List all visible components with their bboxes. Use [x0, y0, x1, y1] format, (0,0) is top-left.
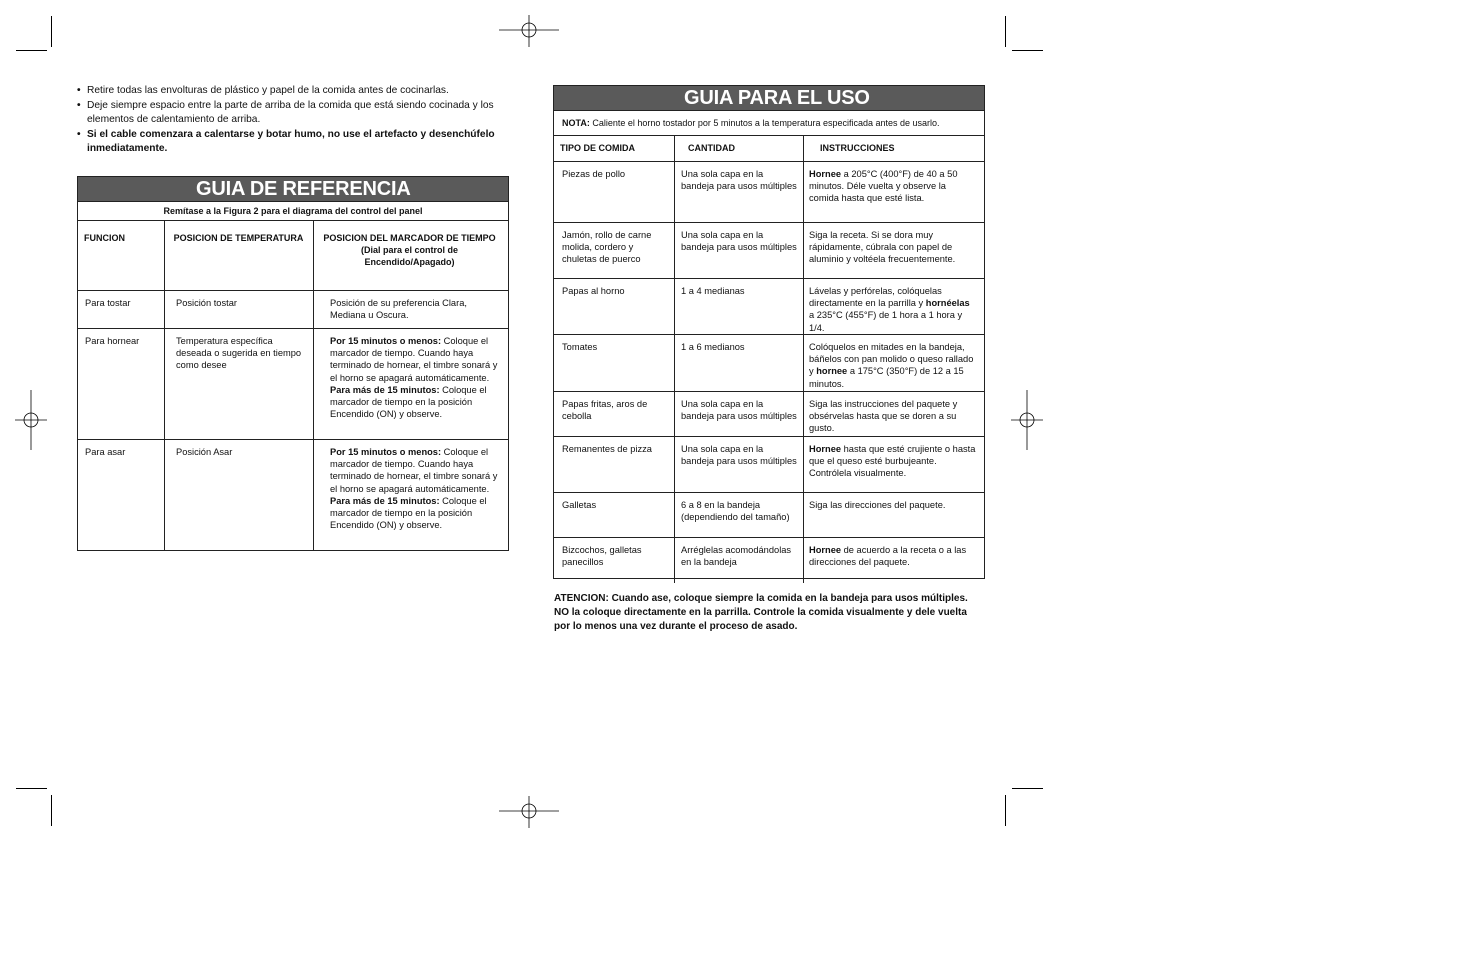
table-row	[554, 335, 984, 392]
reference-guide-title: GUIA DE REFERENCIA	[78, 177, 508, 201]
table-row	[78, 329, 508, 440]
header-temperatura: POSICION DE TEMPERATURA	[173, 233, 304, 243]
registration-mark-icon	[1011, 390, 1043, 450]
cell-instrucciones: Siga las instrucciones del paquete y obsérvelas hasta que se doren a su gusto.	[809, 399, 958, 434]
registration-mark-icon	[499, 15, 559, 47]
bullet-item: • Si el cable comenzara a calentarse y botar humo, no use el artefacto y desenchúfelo inmediatamente.	[77, 128, 507, 156]
table-row	[78, 440, 508, 550]
header-tipo: TIPO DE COMIDA	[560, 143, 636, 153]
cell-cantidad: 1 a 4 medianas	[681, 286, 745, 296]
cell-instrucciones: Hornee hasta que esté crujiente o hasta que el queso esté burbujeante. Contrólela visualmente.	[809, 444, 976, 479]
cell-tipo: Papas al horno	[562, 286, 625, 296]
registration-mark-icon	[499, 796, 559, 828]
cell-cantidad: 1 a 6 medianos	[681, 342, 745, 352]
header-cantidad: CANTIDAD	[688, 143, 735, 153]
table-row	[554, 538, 984, 583]
crop-mark	[1005, 16, 1006, 47]
reference-guide-table	[77, 176, 509, 551]
cell-cantidad: Arréglelas acomodándolas en la bandeja	[681, 545, 792, 568]
cell-tipo: Bizcochos, galletas panecillos	[562, 545, 642, 568]
usage-guide-table	[553, 85, 985, 579]
cell-tiempo: Posición de su preferencia Clara, Mediana u Oscura.	[330, 298, 467, 321]
usage-guide-title: GUIA PARA EL USO	[554, 86, 984, 110]
cell-tipo: Piezas de pollo	[562, 169, 626, 179]
crop-mark	[1012, 788, 1043, 789]
cell-temperatura: Posición tostar	[176, 298, 237, 308]
table-row	[78, 291, 508, 329]
usage-guide-note: NOTA: Caliente el horno tostador por 5 minutos a la temperatura especificada antes de usarlo.	[554, 110, 984, 136]
header-tiempo: POSICION DEL MARCADOR DE TIEMPO (Dial para el control de Encendido/Apagado)	[323, 233, 496, 268]
cell-funcion: Para asar	[85, 447, 126, 457]
cell-temperatura: Temperatura específica deseada o sugerida en tiempo como desee	[176, 336, 302, 371]
cell-tipo: Galletas	[562, 500, 597, 510]
table-header-row	[554, 136, 984, 162]
cell-instrucciones: Hornee de acuerdo a la receta o a las direcciones del paquete.	[809, 545, 967, 568]
crop-mark	[1005, 795, 1006, 826]
cell-tiempo: Por 15 minutos o menos: Coloque el marcador de tiempo. Cuando haya terminado de hornear, el timbre sonará y el horno se apagará automáticamente. Para más de 15 minutos: Coloque el marcador de tiempo en la posición Encendido (ON) y observe.	[330, 447, 498, 531]
cell-instrucciones: Lávelas y perfórelas, colóquelas directamente en la parrilla y hornéelas a 235°C (455°F) de 1 hora a 1 hora y 1/4.	[809, 286, 970, 333]
bullet-item: • Retire todas las envolturas de plástico y papel de la comida antes de cocinarlas.	[77, 84, 507, 98]
table-row	[554, 493, 984, 538]
cell-cantidad: Una sola capa en la bandeja para usos múltiples	[681, 444, 797, 467]
table-row	[554, 392, 984, 437]
table-row	[554, 279, 984, 335]
cell-instrucciones: Hornee a 205°C (400°F) de 40 a 50 minutos. Déle vuelta y observe la comida hasta que esté lista.	[809, 169, 958, 204]
cell-funcion: Para hornear	[85, 336, 140, 346]
cell-tipo: Remanentes de pizza	[562, 444, 652, 454]
attention-note: ATENCION: Cuando ase, coloque siempre la comida en la bandeja para usos múltiples. NO la coloque directamente en la parrilla. Controle la comida visualmente y dele vuelta por lo menos una vez durante el proceso de asado.	[554, 593, 968, 632]
cell-tipo: Papas fritas, aros de cebolla	[562, 399, 648, 422]
table-header-row	[78, 221, 508, 291]
cell-temperatura: Posición Asar	[176, 447, 233, 457]
cell-tiempo: Por 15 minutos o menos: Coloque el marcador de tiempo. Cuando haya terminado de hornear, el timbre sonará y el horno se apagará automáticamente. Para más de 15 minutos: Coloque el marcador de tiempo en la posición Encendido (ON) y observe.	[330, 336, 498, 420]
cell-funcion: Para tostar	[85, 298, 131, 308]
table-row	[554, 223, 984, 279]
cell-instrucciones: Colóquelos en mitades en la bandeja, báñelos con pan molido o queso rallado y hornee a 175°C (350°F) de 12 a 15 minutos.	[809, 342, 974, 389]
crop-mark	[16, 788, 47, 789]
cell-instrucciones: Siga las direcciones del paquete.	[809, 500, 946, 510]
cell-cantidad: 6 a 8 en la bandeja (dependiendo del tamaño)	[681, 500, 790, 523]
header-funcion: FUNCION	[84, 233, 125, 243]
safety-bullet-list	[77, 84, 507, 157]
reference-guide-subtitle: Remítase a la Figura 2 para el diagrama del control del panel	[78, 201, 508, 221]
bullet-item: • Deje siempre espacio entre la parte de arriba de la comida que está siendo cocinada y los elementos de calentamiento de arriba.	[77, 99, 507, 127]
crop-mark	[1012, 50, 1043, 51]
table-row	[554, 162, 984, 223]
crop-mark	[51, 16, 52, 47]
cell-tipo: Jamón, rollo de carne molida, cordero y chuletas de puerco	[562, 230, 652, 265]
cell-cantidad: Una sola capa en la bandeja para usos múltiples	[681, 230, 797, 253]
cell-cantidad: Una sola capa en la bandeja para usos múltiples	[681, 399, 797, 422]
cell-cantidad: Una sola capa en la bandeja para usos múltiples	[681, 169, 797, 192]
table-row	[554, 437, 984, 493]
crop-mark	[51, 795, 52, 826]
cell-instrucciones: Siga la receta. Si se dora muy rápidamente, cúbrala con papel de aluminio y voltéela frecuentemente.	[809, 230, 956, 265]
crop-mark	[16, 50, 47, 51]
registration-mark-icon	[15, 390, 47, 450]
header-instrucciones: INSTRUCCIONES	[820, 143, 895, 153]
cell-tipo: Tomates	[562, 342, 598, 352]
